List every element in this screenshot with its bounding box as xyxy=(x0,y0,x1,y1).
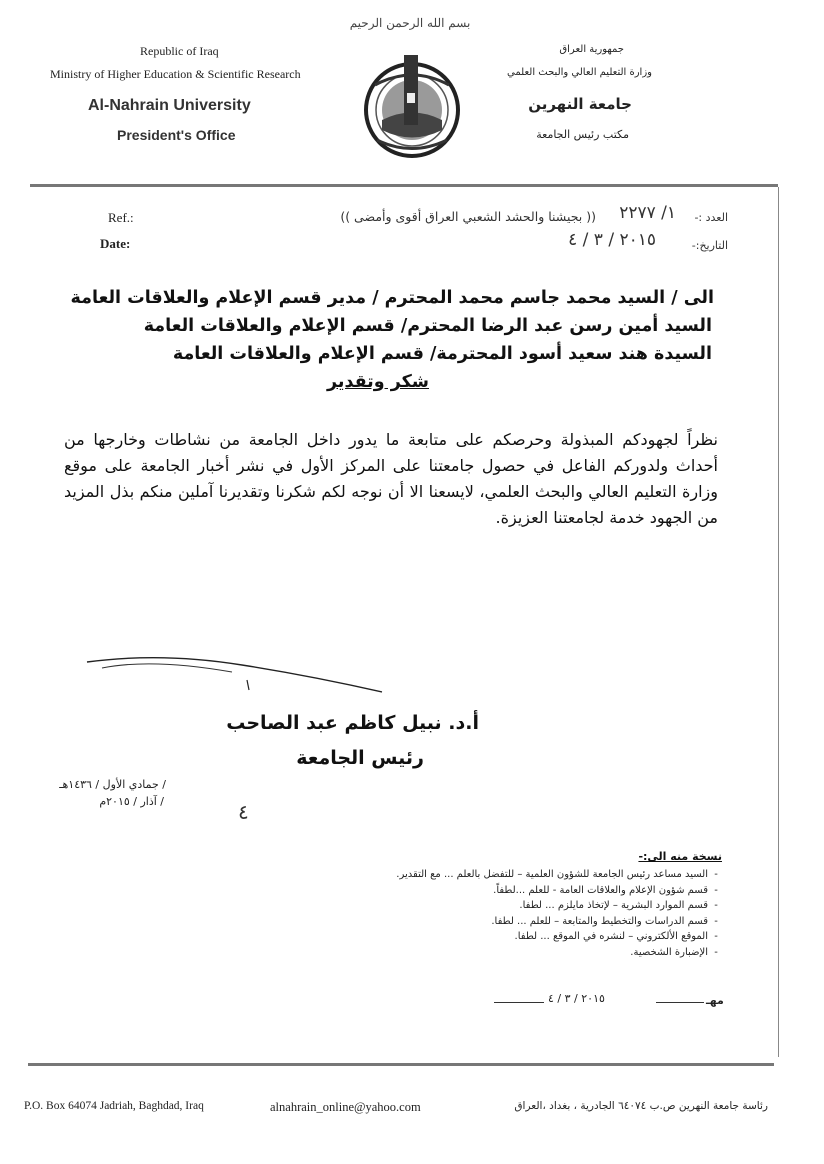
footer-address-ar: رئاسة جامعة النهرين ص.ب ٦٤٠٧٤ الجادرية ، بغداد ،العراق xyxy=(514,1100,768,1112)
header-rule xyxy=(30,184,778,187)
gregorian-date: / آذار / ٢٠١٥م xyxy=(99,795,164,808)
footer-email: alnahrain_online@yahoo.com xyxy=(270,1100,421,1114)
date-label: Date: xyxy=(100,236,131,251)
office-ar: مكتب رئيس الجامعة xyxy=(536,128,629,141)
cc-item: -السيد مساعد رئيس الجامعة للشؤون العلمية – للتفضل بالعلم ... مع التقدير. xyxy=(396,869,718,880)
addressee-1: الى / السيد محمد جاسم محمد المحترم / مدير قسم الإعلام والعلاقات العامة xyxy=(70,288,714,308)
stamp-date-line xyxy=(494,1002,544,1003)
cc-heading: نسخة منه الى:- xyxy=(638,850,722,863)
subject: شكر وتقدير xyxy=(327,372,429,392)
letter-body xyxy=(64,427,718,531)
basmala: بسم الله الرحمن الرحيم xyxy=(349,16,471,30)
university-ar: جامعة النهرين xyxy=(528,95,632,113)
cc-item: -قسم شؤون الإعلام والعلاقات العامة - للعلم ...لطفاً. xyxy=(493,884,718,896)
addressee-2: السيد أمين رسن عبد الرضا المحترم/ قسم الإعلام والعلاقات العامة xyxy=(143,316,712,336)
date-ar-label: التاريخ:- xyxy=(691,239,728,252)
cc-item: -قسم الدراسات والتخطيط والمتابعة – للعلم ... لطفا. xyxy=(491,915,718,927)
slogan: (( بجيشنا والحشد الشعبي العراق أقوى وأمضى )) xyxy=(340,209,596,224)
ministry-ar: وزارة التعليم العالي والبحث العلمي xyxy=(507,67,652,78)
handwritten-day: ٤ xyxy=(238,800,249,824)
initials-line xyxy=(656,1002,704,1003)
handwritten-signature xyxy=(82,650,392,705)
stamp-date: ٢٠١٥ / ٣ / ٤ xyxy=(548,992,605,1005)
right-margin-line xyxy=(778,187,779,1057)
office-en: President's Office xyxy=(117,127,236,143)
hijri-date: / جمادي الأول / ١٤٣٦هـ xyxy=(59,778,166,791)
number-label: العدد :- xyxy=(694,211,728,224)
signatory-name: أ.د. نبيل كاظم عبد الصاحب xyxy=(226,712,479,734)
university-seal-logo xyxy=(357,45,467,165)
signatory-title: رئيس الجامعة xyxy=(296,747,424,769)
footer-rule xyxy=(28,1063,774,1066)
cc-item: -قسم الموارد البشرية – لإتخاذ مايلزم ... لطفا. xyxy=(519,900,718,911)
ministry-en: Ministry of Higher Education & Scientific Research xyxy=(50,67,301,81)
cc-item: -الموقع الألكتروني – لنشره في الموقع ... لطفا. xyxy=(514,931,718,942)
letter-body-text: نظراً لجهودكم المبذولة وحرصكم على متابعة ما يدور داخل الجامعة من نشاطات وخارجها من أحداث ولدوركم الفاعل في حصول جامعتنا على المركز الأول في نشر أخبار الجامعة على موقع وزارة التعليم العالي والبحث العلمي، لايسعنا الا أن نوجه لكم شكرنا وتقديرنا آملين منكم بذل المزيد من الجهود خدمة لجامعتنا العزيزة. xyxy=(64,430,718,527)
footer-address-en: P.O. Box 64074 Jadriah, Baghdad, Iraq xyxy=(24,1100,204,1112)
ref-label: Ref.: xyxy=(108,210,134,225)
cc-item: -الإضبارة الشخصية. xyxy=(630,946,718,958)
addressee-3: السيدة هند سعيد أسود المحترمة/ قسم الإعلام والعلاقات العامة xyxy=(172,344,712,364)
date-value: ٢٠١٥ / ٣ / ٤ xyxy=(568,230,656,250)
cc-list xyxy=(396,867,724,960)
university-en: Al-Nahrain University xyxy=(88,97,251,114)
republic-en: Republic of Iraq xyxy=(140,44,219,58)
initials: مهـ xyxy=(706,994,724,1007)
number-value: ١/ ٢٢٧٧ xyxy=(619,203,676,223)
republic-ar: جمهورية العراق xyxy=(559,44,624,55)
